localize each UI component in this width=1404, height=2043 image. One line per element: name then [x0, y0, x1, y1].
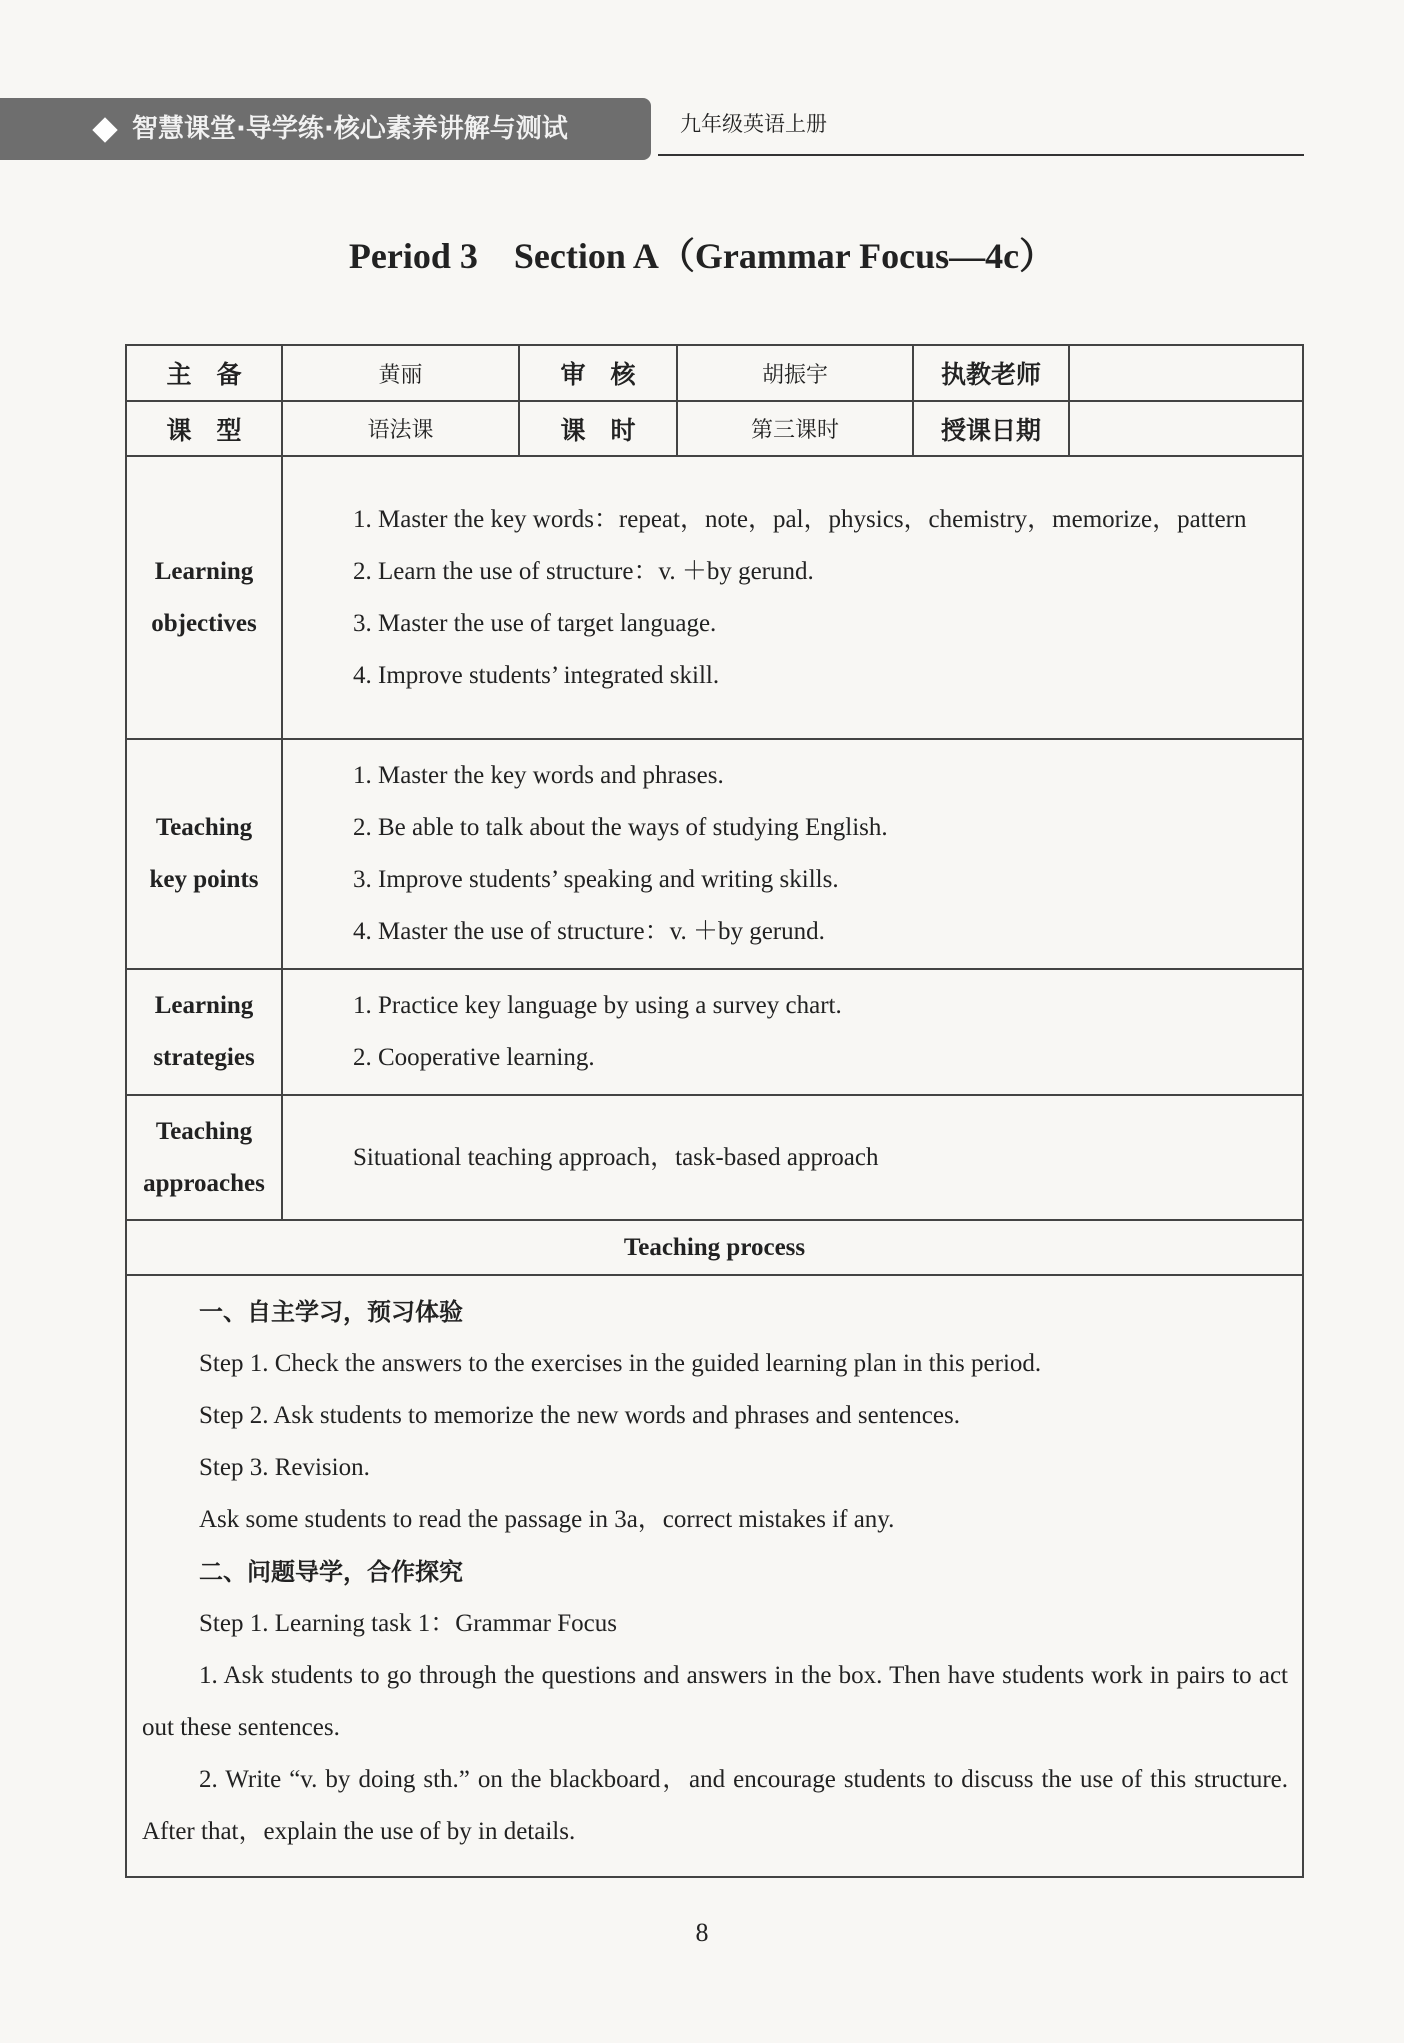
objectives-row: [126, 456, 1303, 739]
key-points-row: [126, 739, 1303, 969]
teacher-label: 执教老师: [913, 345, 1069, 401]
main-prep-label: 主 备: [126, 345, 282, 401]
approaches-text: Situational teaching approach，task-based approach: [353, 1143, 879, 1171]
strategies-label: [126, 969, 282, 1095]
process-heading: Teaching process: [126, 1220, 1303, 1275]
key-points-content: [282, 739, 1303, 969]
page-number: 8: [695, 1918, 709, 1947]
key-point-item: 2. Be able to talk about the ways of studying English.: [353, 814, 888, 841]
label-line: key points: [149, 866, 259, 893]
process-line: Step 2. Ask students to memorize the new words and phrases and sentences.: [199, 1402, 960, 1429]
key-point-item: 4. Master the use of structure：v. ＋by gerund.: [353, 918, 825, 945]
section-heading: 一、自主学习，预习体验: [199, 1298, 463, 1326]
book-title: 九年级英语上册: [680, 112, 827, 136]
label-line: strategies: [153, 1044, 255, 1071]
strategy-item: 1. Practice key language by using a survey chart.: [353, 992, 842, 1019]
objective-item: 2. Learn the use of structure：v. ＋by gerund.: [353, 557, 814, 585]
process-line: Step 3. Revision.: [199, 1454, 370, 1481]
approaches-label: [126, 1095, 282, 1220]
date-value: [1069, 401, 1303, 456]
label-line: Teaching: [155, 1117, 253, 1145]
review-value: 胡振宇: [677, 345, 913, 401]
process-line: 2. Write “v. by doing sth.” on the blackboard，and encourage students to discuss the use of this structure. After that，explain the use of by in details.: [142, 1766, 1288, 1845]
objectives-content: [282, 456, 1303, 739]
approaches-row: [126, 1095, 1303, 1220]
lesson-plan-table: [125, 344, 1304, 1878]
approaches-content: [282, 1095, 1303, 1220]
label-line: approaches: [143, 1169, 265, 1197]
info-row-1: [126, 345, 1303, 401]
process-line: Step 1. Check the answers to the exercises in the guided learning plan in this period.: [199, 1350, 1042, 1377]
objective-item: 3. Master the use of target language.: [353, 609, 717, 637]
series-title: 智慧课堂·导学练·核心素养讲解与测试: [132, 114, 568, 144]
label-line: Learning: [154, 557, 254, 585]
objective-item: 1. Master the key words：repeat，note，pal，physics，chemistry，memorize，pattern: [353, 505, 1247, 533]
process-heading-row: [126, 1220, 1303, 1275]
label-line: Teaching: [155, 814, 253, 841]
page-title: Period 3 Section A（Grammar Focus—4c）: [348, 236, 1056, 276]
strategies-content: [282, 969, 1303, 1095]
info-row-2: [126, 401, 1303, 456]
teacher-value: [1069, 345, 1303, 401]
header-divider: [658, 154, 1304, 156]
main-prep-value: 黄丽: [282, 345, 519, 401]
type-value: 语法课: [282, 401, 519, 456]
process-body-row: [126, 1275, 1303, 1877]
key-point-item: 3. Improve students’ speaking and writing skills.: [353, 866, 839, 893]
objectives-label: [126, 456, 282, 739]
series-banner: [0, 98, 651, 160]
strategies-row: [126, 969, 1303, 1095]
process-line: 1. Ask students to go through the questions and answers in the box. Then have students work in pairs to act out these sentences.: [142, 1662, 1288, 1741]
process-line: Ask some students to read the passage in 3a，correct mistakes if any.: [199, 1506, 895, 1533]
period-value: 第三课时: [677, 401, 913, 456]
key-point-item: 1. Master the key words and phrases.: [353, 762, 724, 789]
objective-item: 4. Improve students’ integrated skill.: [353, 661, 720, 689]
review-label: 审 核: [519, 345, 677, 401]
period-label: 课 时: [519, 401, 677, 456]
label-line: Learning: [154, 992, 254, 1019]
diamond-icon: [92, 117, 117, 142]
strategy-item: 2. Cooperative learning.: [353, 1044, 595, 1071]
date-label: 授课日期: [913, 401, 1069, 456]
process-line: Step 1. Learning task 1：Grammar Focus: [199, 1610, 617, 1637]
type-label: 课 型: [126, 401, 282, 456]
key-points-label: [126, 739, 282, 969]
label-line: objectives: [151, 609, 257, 637]
section-heading: 二、问题导学，合作探究: [199, 1558, 463, 1586]
process-content: [126, 1275, 1303, 1877]
